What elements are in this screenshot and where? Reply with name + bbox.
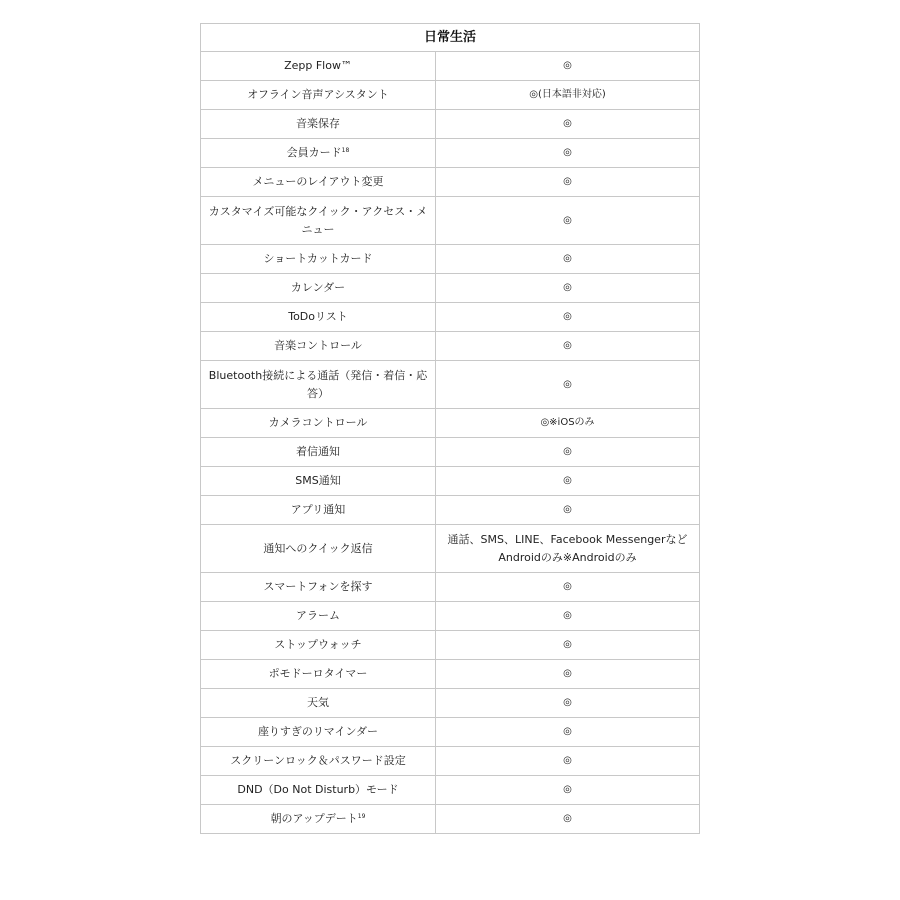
table-row <box>201 52 700 81</box>
table-row <box>201 467 700 496</box>
feature-cell: アラーム <box>201 602 436 631</box>
support-cell: 通話、SMS、LINE、Facebook Messengerなど Androidのみ※Androidのみ <box>436 525 700 573</box>
table-row <box>201 332 700 361</box>
support-cell: ◎ <box>436 718 700 747</box>
feature-cell: ショートカットカード <box>201 245 436 274</box>
feature-cell: 座りすぎのリマインダー <box>201 718 436 747</box>
support-cell: ◎ <box>436 274 700 303</box>
feature-cell: オフライン音声アシスタント <box>201 81 436 110</box>
support-cell: ◎ <box>436 438 700 467</box>
support-cell: ◎(日本語非対応) <box>436 81 700 110</box>
table-row <box>201 776 700 805</box>
table-row <box>201 496 700 525</box>
feature-cell: スマートフォンを探す <box>201 573 436 602</box>
table-row <box>201 303 700 332</box>
support-cell: ◎ <box>436 197 700 245</box>
table-row <box>201 361 700 409</box>
feature-cell: 音楽保存 <box>201 110 436 139</box>
table-row <box>201 168 700 197</box>
table-row <box>201 110 700 139</box>
support-cell: ◎ <box>436 245 700 274</box>
support-cell: ◎ <box>436 776 700 805</box>
feature-cell: カスタマイズ可能なクイック・アクセス・メニュー <box>201 197 436 245</box>
table-row <box>201 438 700 467</box>
support-cell: ◎ <box>436 110 700 139</box>
table-row <box>201 409 700 438</box>
table-row <box>201 139 700 168</box>
support-cell: ◎ <box>436 573 700 602</box>
support-cell: ◎ <box>436 332 700 361</box>
table-title: 日常生活 <box>201 24 700 52</box>
feature-cell: 音楽コントロール <box>201 332 436 361</box>
support-cell: ◎ <box>436 805 700 834</box>
feature-cell: Bluetooth接続による通話（発信・着信・応答） <box>201 361 436 409</box>
feature-cell: 通知へのクイック返信 <box>201 525 436 573</box>
table-row <box>201 573 700 602</box>
feature-cell: ToDoリスト <box>201 303 436 332</box>
table-row <box>201 245 700 274</box>
feature-cell: SMS通知 <box>201 467 436 496</box>
feature-label: 朝のアップデート <box>270 812 358 825</box>
support-cell: ◎ <box>436 747 700 776</box>
table-header-row <box>201 24 700 52</box>
support-cell: ◎ <box>436 467 700 496</box>
table-row <box>201 525 700 573</box>
footnote-marker: 18 <box>341 147 350 154</box>
table-row <box>201 197 700 245</box>
support-cell: ◎ <box>436 139 700 168</box>
support-cell: ◎ <box>436 303 700 332</box>
support-cell: ◎ <box>436 496 700 525</box>
feature-cell <box>201 139 436 168</box>
support-cell: ◎ <box>436 660 700 689</box>
feature-cell: ポモドーロタイマー <box>201 660 436 689</box>
table-row <box>201 81 700 110</box>
support-cell: ◎ <box>436 361 700 409</box>
daily-life-spec-table <box>200 23 700 834</box>
table-row <box>201 805 700 834</box>
support-cell: ◎ <box>436 602 700 631</box>
feature-cell: ストップウォッチ <box>201 631 436 660</box>
table-row <box>201 689 700 718</box>
table-row <box>201 747 700 776</box>
feature-cell: メニューのレイアウト変更 <box>201 168 436 197</box>
feature-label: 会員カード <box>286 146 342 159</box>
feature-cell: 着信通知 <box>201 438 436 467</box>
feature-cell: DND（Do Not Disturb）モード <box>201 776 436 805</box>
table-row <box>201 718 700 747</box>
table-row <box>201 660 700 689</box>
support-cell: ◎※iOSのみ <box>436 409 700 438</box>
feature-cell: カメラコントロール <box>201 409 436 438</box>
feature-cell: カレンダー <box>201 274 436 303</box>
support-cell: ◎ <box>436 631 700 660</box>
feature-cell <box>201 805 436 834</box>
support-cell: ◎ <box>436 52 700 81</box>
footnote-marker: 19 <box>357 813 366 820</box>
table-row <box>201 602 700 631</box>
table-row <box>201 631 700 660</box>
feature-cell: スクリーンロック＆パスワード設定 <box>201 747 436 776</box>
support-cell: ◎ <box>436 168 700 197</box>
feature-cell: Zepp Flow™ <box>201 52 436 81</box>
table-row <box>201 274 700 303</box>
feature-cell: 天気 <box>201 689 436 718</box>
feature-cell: アプリ通知 <box>201 496 436 525</box>
support-cell: ◎ <box>436 689 700 718</box>
